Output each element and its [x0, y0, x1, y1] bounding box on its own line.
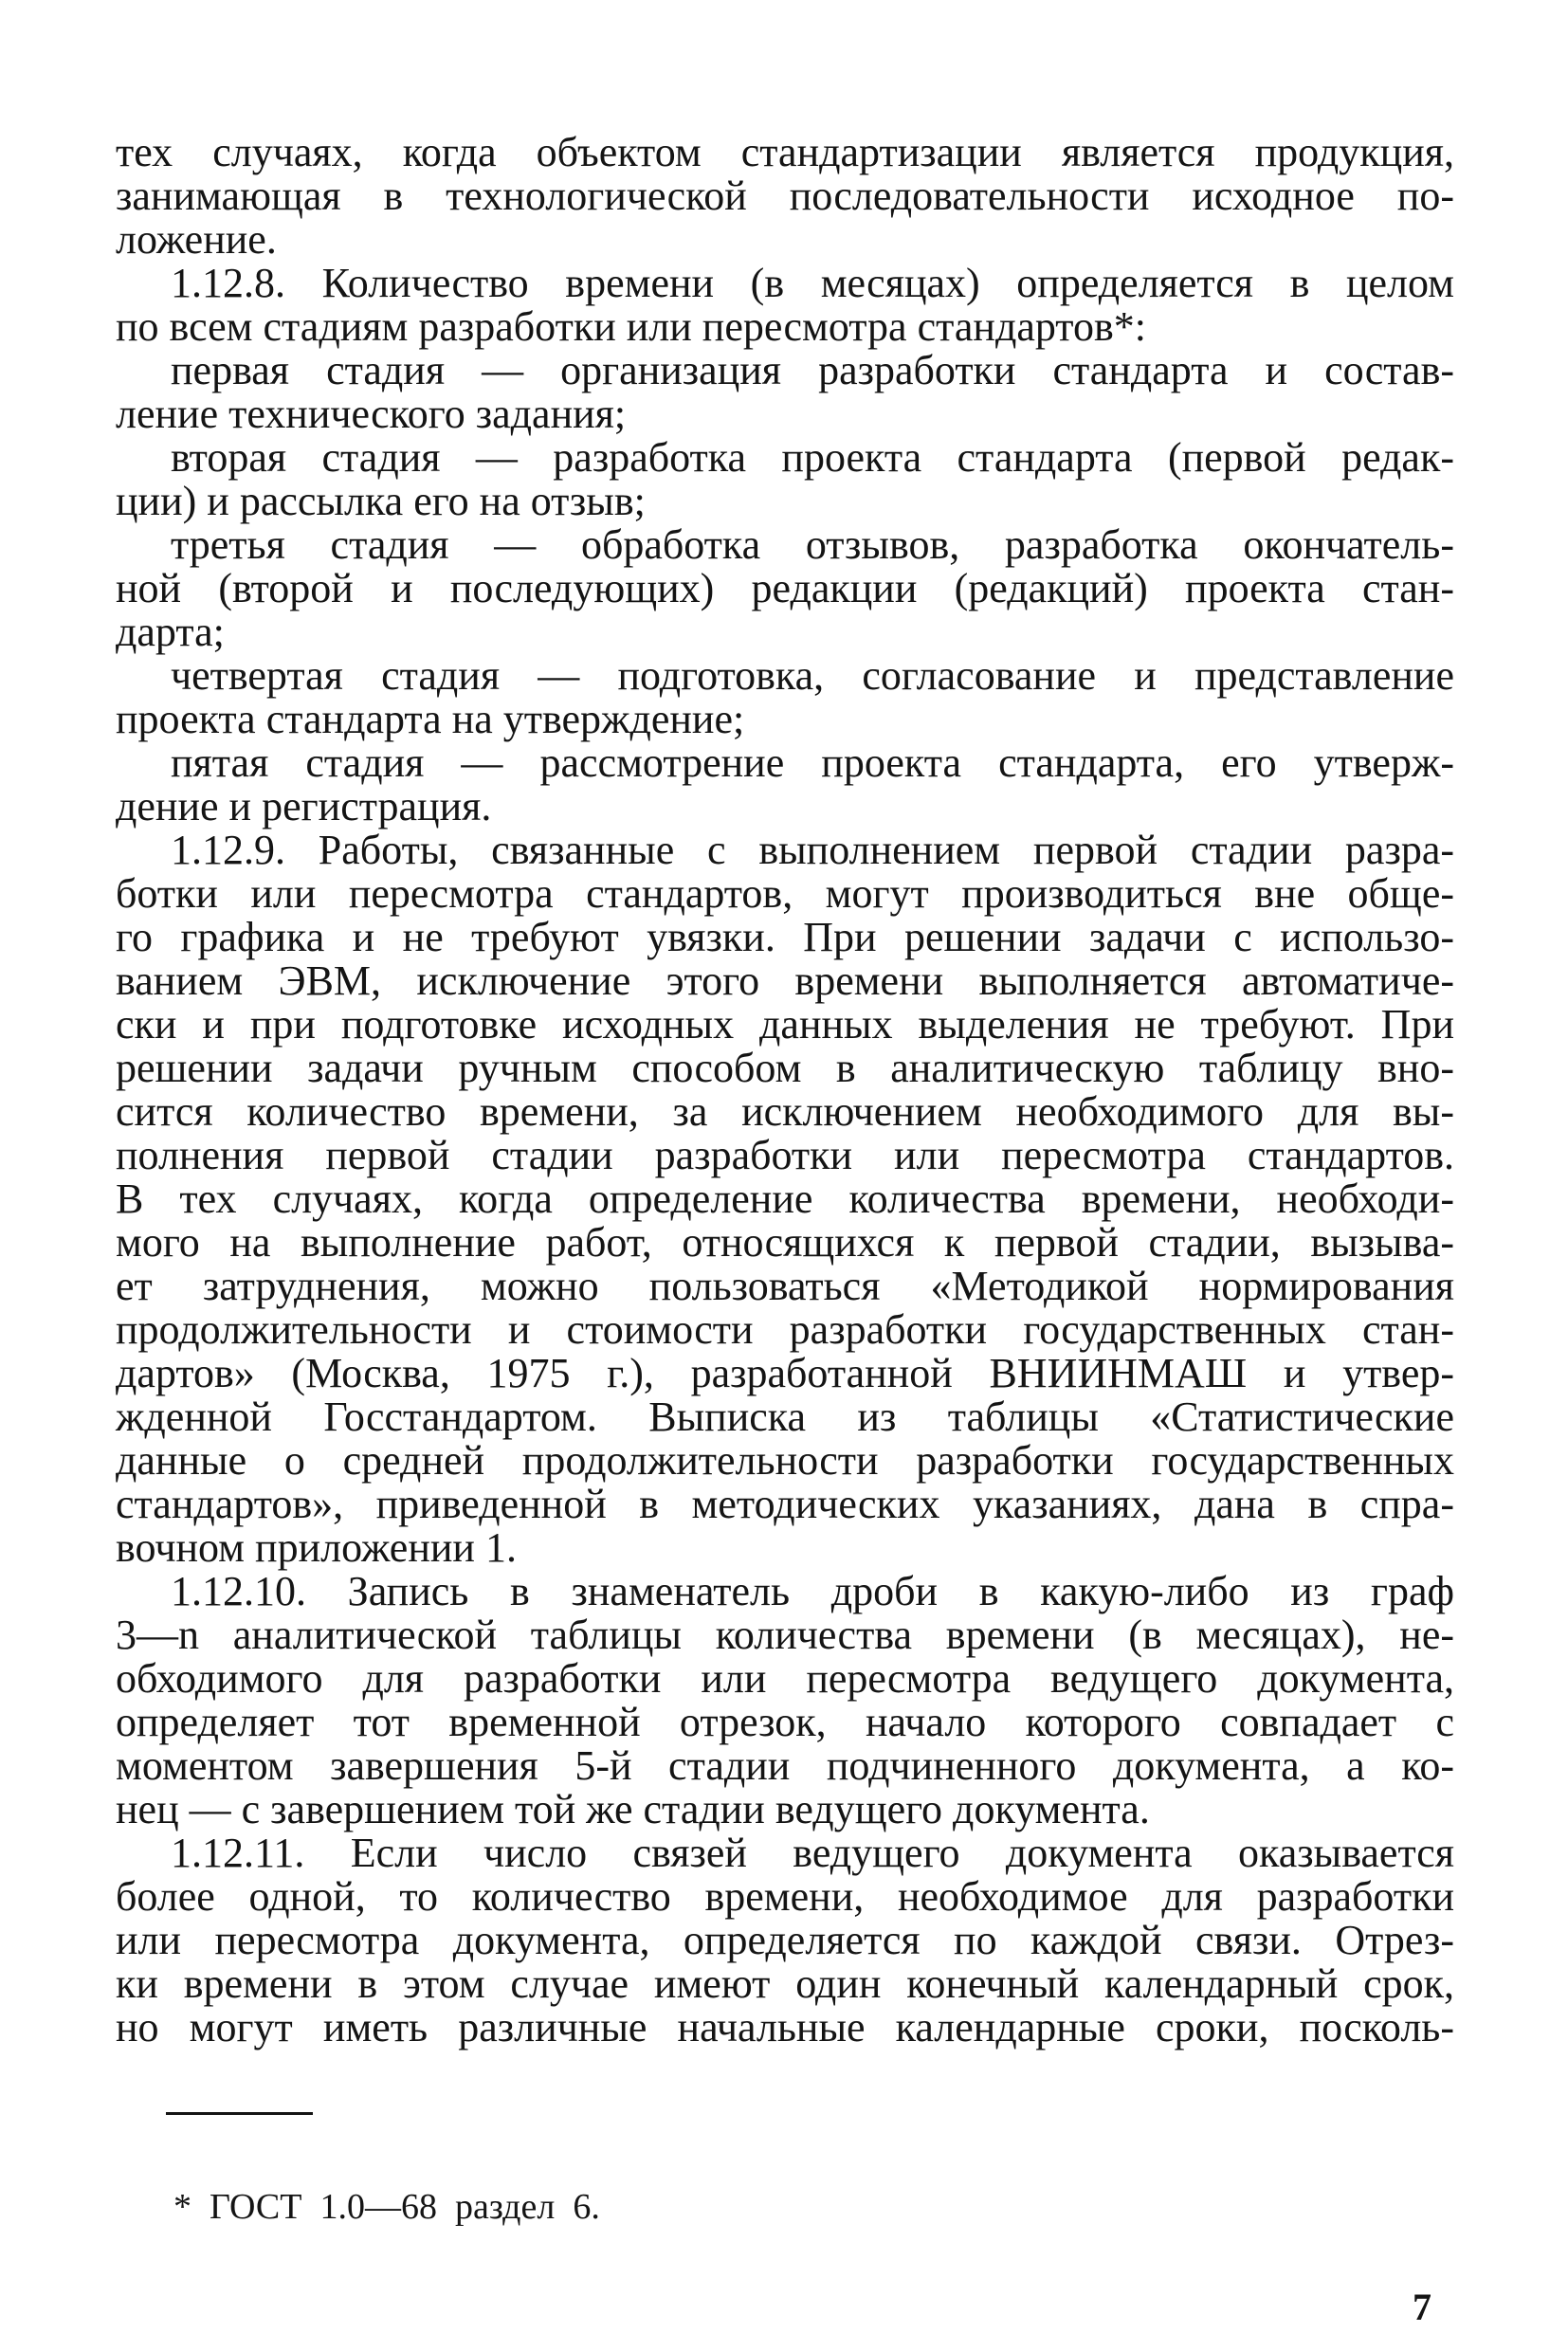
text-line: 1.12.8. Количество времени (в месяцах) определяется в целом: [171, 260, 1454, 306]
text-line: продолжительности и стоимости разработки государственных стан-: [116, 1306, 1454, 1353]
text-line: или пересмотра документа, определяется по каждой связи. Отрез-: [116, 1917, 1454, 1963]
text-line: но могут иметь различные начальные календарные сроки, посколь-: [116, 2004, 1454, 2050]
text-line: ботки или пересмотра стандартов, могут производиться вне обще-: [116, 870, 1454, 917]
text-line: стандартов», приведенной в методических указаниях, дана в спра-: [116, 1481, 1454, 1527]
text-line: го графика и не требуют увязки. При решении задачи с использо-: [116, 914, 1454, 960]
text-line: занимающая в технологической последовательности исходное по-: [116, 173, 1454, 219]
text-line: моментом завершения 5-й стадии подчиненного документа, а ко-: [116, 1742, 1454, 1789]
text-line: ции) и рассылка его на отзыв;: [116, 478, 646, 524]
text-line: 1.12.9. Работы, связанные с выполнением первой стадии разра-: [171, 827, 1454, 873]
text-line: первая стадия — организация разработки стандарта и состав-: [171, 347, 1454, 393]
text-line: нец — с завершением той же стадии ведущего документа.: [116, 1786, 1150, 1832]
text-line: вочном приложении 1.: [116, 1524, 517, 1571]
text-line: четвертая стадия — подготовка, согласование и представление: [171, 652, 1454, 699]
text-line: полнения первой стадии разработки или пересмотра стандартов.: [116, 1132, 1454, 1178]
text-line: ление технического задания;: [116, 391, 627, 437]
text-line: 3—n аналитической таблицы количества времени (в месяцах), не-: [116, 1612, 1454, 1658]
text-line: дение и регистрация.: [116, 783, 492, 829]
text-line: пятая стадия — рассмотрение проекта стандарта, его утверж-: [171, 739, 1454, 786]
text-line: мого на выполнение работ, относящихся к первой стадии, вызыва-: [116, 1219, 1454, 1266]
text-line: вторая стадия — разработка проекта стандарта (первой редак-: [171, 434, 1454, 481]
text-line: решении задачи ручным способом в аналитическую таблицу вно-: [116, 1045, 1454, 1091]
text-line: проекта стандарта на утверждение;: [116, 696, 745, 742]
text-line: ет затруднения, можно пользоваться «Методикой нормирования: [116, 1263, 1454, 1309]
body-text: [116, 131, 1454, 2050]
text-line: ки времени в этом случае имеют один конечный календарный срок,: [116, 1960, 1454, 2007]
text-line: жденной Госстандартом. Выписка из таблицы «Статистические: [116, 1394, 1454, 1440]
text-line: более одной, то количество времени, необходимое для разработки: [116, 1873, 1454, 1920]
text-line: определяет тот временной отрезок, начало которого совпадает с: [116, 1699, 1454, 1745]
text-line: обходимого для разработки или пересмотра ведущего документа,: [116, 1655, 1454, 1702]
footnote-divider: [166, 2112, 313, 2115]
text-line: данные о средней продолжительности разработки государственных: [116, 1437, 1454, 1484]
text-line: дартов» (Москва, 1975 г.), разработанной ВНИИНМАШ и утвер-: [116, 1350, 1454, 1396]
text-line: дарта;: [116, 609, 225, 655]
text-line: третья стадия — обработка отзывов, разработка окончатель-: [171, 521, 1454, 568]
footnote: * ГОСТ 1.0—68 раздел 6.: [173, 2187, 600, 2227]
page-number: 7: [1413, 2286, 1431, 2328]
text-line: тех случаях, когда объектом стандартизации является продукция,: [116, 129, 1454, 175]
text-line: ски и при подготовке исходных данных выделения не требуют. При: [116, 1001, 1454, 1048]
text-line: ной (второй и последующих) редакции (редакций) проекта стан-: [116, 565, 1454, 611]
text-line: ложение.: [116, 216, 277, 263]
text-line: сится количество времени, за исключением необходимого для вы-: [116, 1088, 1454, 1135]
text-line: В тех случаях, когда определение количества времени, необходи-: [116, 1176, 1454, 1222]
text-line: 1.12.11. Если число связей ведущего документа оказывается: [171, 1830, 1454, 1876]
text-line: по всем стадиям разработки или пересмотра стандартов*:: [116, 303, 1146, 350]
text-line: ванием ЭВМ, исключение этого времени выполняется автоматиче-: [116, 957, 1454, 1004]
text-line: 1.12.10. Запись в знаменатель дроби в какую-либо из граф: [171, 1568, 1454, 1614]
